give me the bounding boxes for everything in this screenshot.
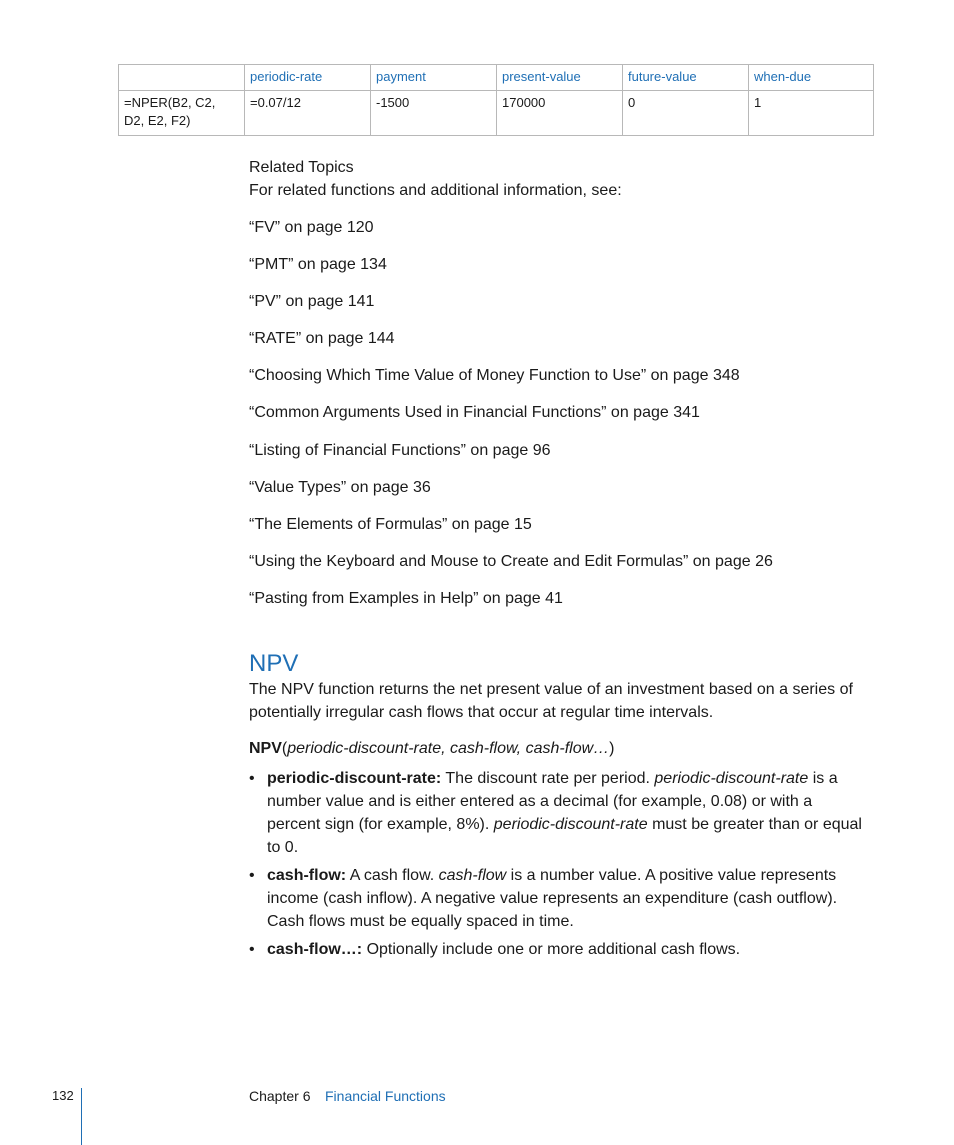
syntax-close-paren: ) [609, 740, 615, 757]
table-header-row [119, 65, 874, 91]
function-syntax [249, 738, 614, 760]
argument-emphasis: cash-flow [438, 867, 507, 884]
table-header-cell: payment [371, 65, 497, 91]
argument-name: cash-flow…: [267, 941, 363, 958]
argument-emphasis: periodic-discount-rate [493, 816, 648, 833]
argument-text: The discount rate per period. [441, 770, 655, 787]
related-link[interactable]: “Pasting from Examples in Help” on page 41 [249, 589, 563, 607]
related-link[interactable]: “The Elements of Formulas” on page 15 [249, 515, 532, 533]
related-link[interactable]: “Common Arguments Used in Financial Functions” on page 341 [249, 404, 700, 422]
argument-text: Optionally include one or more additional cash flows. [362, 941, 741, 958]
argument-item [249, 864, 869, 933]
table-row [119, 91, 874, 136]
table-header-cell: when-due [749, 65, 874, 91]
table-header-cell: periodic-rate [245, 65, 371, 91]
related-link[interactable]: “RATE” on page 144 [249, 330, 395, 348]
bullet: • [249, 867, 255, 884]
related-topics-intro: For related functions and additional information, see: [249, 182, 622, 199]
argument-item [249, 938, 869, 961]
table-cell: =NPER(B2, C2, D2, E2, F2) [119, 91, 245, 136]
table-cell: -1500 [371, 91, 497, 136]
argument-list [249, 767, 869, 966]
table-cell: 170000 [497, 91, 623, 136]
table-cell: 0 [623, 91, 749, 136]
table-header-cell: future-value [623, 65, 749, 91]
syntax-arguments: periodic-discount-rate, cash-flow, cash-flow… [287, 740, 610, 757]
related-link[interactable]: “Using the Keyboard and Mouse to Create and Edit Formulas” on page 26 [249, 552, 773, 570]
page-number: 132 [52, 1088, 74, 1103]
related-topics-heading: Related Topics [249, 159, 354, 176]
section-title: NPV [249, 650, 299, 677]
bullet: • [249, 941, 255, 958]
footer-divider [81, 1088, 82, 1145]
argument-name: cash-flow: [267, 867, 347, 884]
table-header-cell: present-value [497, 65, 623, 91]
argument-text: is a number value and is either entered as a decimal (for example, 0.08) or with a percent sign (for example, 8%). [267, 770, 838, 833]
related-link[interactable]: “Listing of Financial Functions” on page 96 [249, 441, 551, 459]
syntax-function-name: NPV [249, 740, 282, 757]
table-header-cell [119, 65, 245, 91]
related-link[interactable]: “FV” on page 120 [249, 219, 374, 236]
argument-text: must be greater than or equal to 0. [267, 816, 862, 856]
table-cell: =0.07/12 [245, 91, 371, 136]
argument-emphasis: periodic-discount-rate [654, 770, 809, 787]
section-description: The NPV function returns the net present value of an investment based on a series of potentially irregular cash flows that occur at regular time intervals. [249, 681, 853, 721]
argument-text: A cash flow. [346, 867, 439, 884]
table-cell: 1 [749, 91, 874, 136]
related-link[interactable]: “PMT” on page 134 [249, 256, 387, 274]
footer-chapter: Chapter 6 [249, 1088, 311, 1104]
bullet: • [249, 770, 255, 787]
example-table [118, 64, 874, 136]
related-link[interactable]: “Choosing Which Time Value of Money Function to Use” on page 348 [249, 367, 740, 385]
argument-name: periodic-discount-rate: [267, 770, 442, 787]
footer-section-link[interactable]: Financial Functions [325, 1088, 446, 1104]
argument-text: is a number value. A positive value represents income (cash inflow). A negative value represents an expenditure (cash outflow). Cash flows must be equally spaced in time. [267, 867, 838, 930]
related-link[interactable]: “Value Types” on page 36 [249, 478, 431, 496]
argument-item [249, 767, 869, 859]
related-link[interactable]: “PV” on page 141 [249, 293, 375, 311]
related-topics-list [249, 217, 773, 625]
syntax-open-paren: ( [281, 740, 288, 757]
